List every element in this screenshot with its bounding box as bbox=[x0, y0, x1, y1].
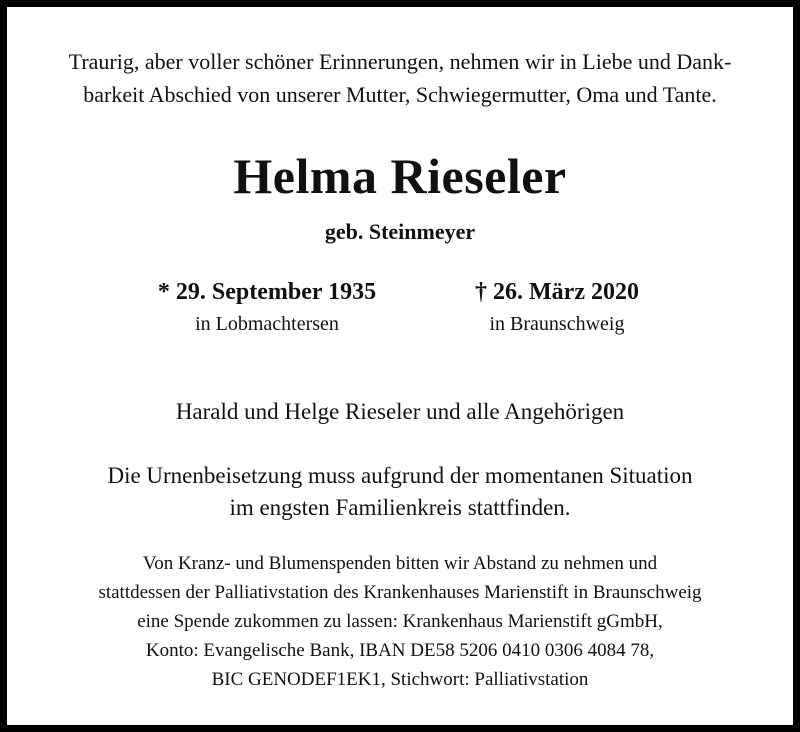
death-place: in Braunschweig bbox=[489, 313, 625, 335]
birth-info bbox=[117, 277, 417, 339]
donation-line: eine Spende zukommen zu lassen: Krankenhaus Marienstift gGmbH, bbox=[137, 611, 663, 632]
maiden-name: geb. Steinmeyer bbox=[324, 219, 476, 244]
donation-line: Von Kranz- und Blumenspenden bitten wir Abstand zu nehmen und bbox=[142, 553, 658, 574]
donation-line: BIC GENODEF1EK1, Stichwort: Palliativstation bbox=[211, 669, 589, 690]
intro-text bbox=[7, 45, 793, 111]
death-date: † 26. März 2020 bbox=[475, 279, 639, 305]
funeral-line: Die Urnenbeisetzung muss aufgrund der momentanen Situation bbox=[107, 463, 693, 488]
obituary-notice bbox=[7, 7, 793, 725]
survivors-line: Harald und Helge Rieseler und alle Angehörigen bbox=[175, 399, 625, 424]
intro-line: Traurig, aber voller schöner Erinnerungen, nehmen wir in Liebe und Dank- bbox=[68, 49, 732, 74]
death-info bbox=[407, 277, 707, 339]
deceased-name: Helma Rieseler bbox=[233, 148, 567, 204]
donation-line: Konto: Evangelische Bank, IBAN DE58 5206 0410 0306 4084 78, bbox=[145, 640, 655, 661]
funeral-line: im engsten Familienkreis stattfinden. bbox=[229, 495, 571, 520]
intro-line: barkeit Abschied von unserer Mutter, Schwiegermutter, Oma und Tante. bbox=[83, 82, 717, 107]
birth-date: * 29. September 1935 bbox=[157, 279, 377, 305]
birth-place: in Lobmachtersen bbox=[195, 313, 339, 335]
donation-line: stattdessen der Palliativstation des Krankenhauses Marienstift in Braunschweig bbox=[98, 582, 702, 603]
donation-notice bbox=[7, 549, 793, 694]
life-dates bbox=[7, 277, 793, 347]
funeral-notice bbox=[7, 460, 793, 524]
